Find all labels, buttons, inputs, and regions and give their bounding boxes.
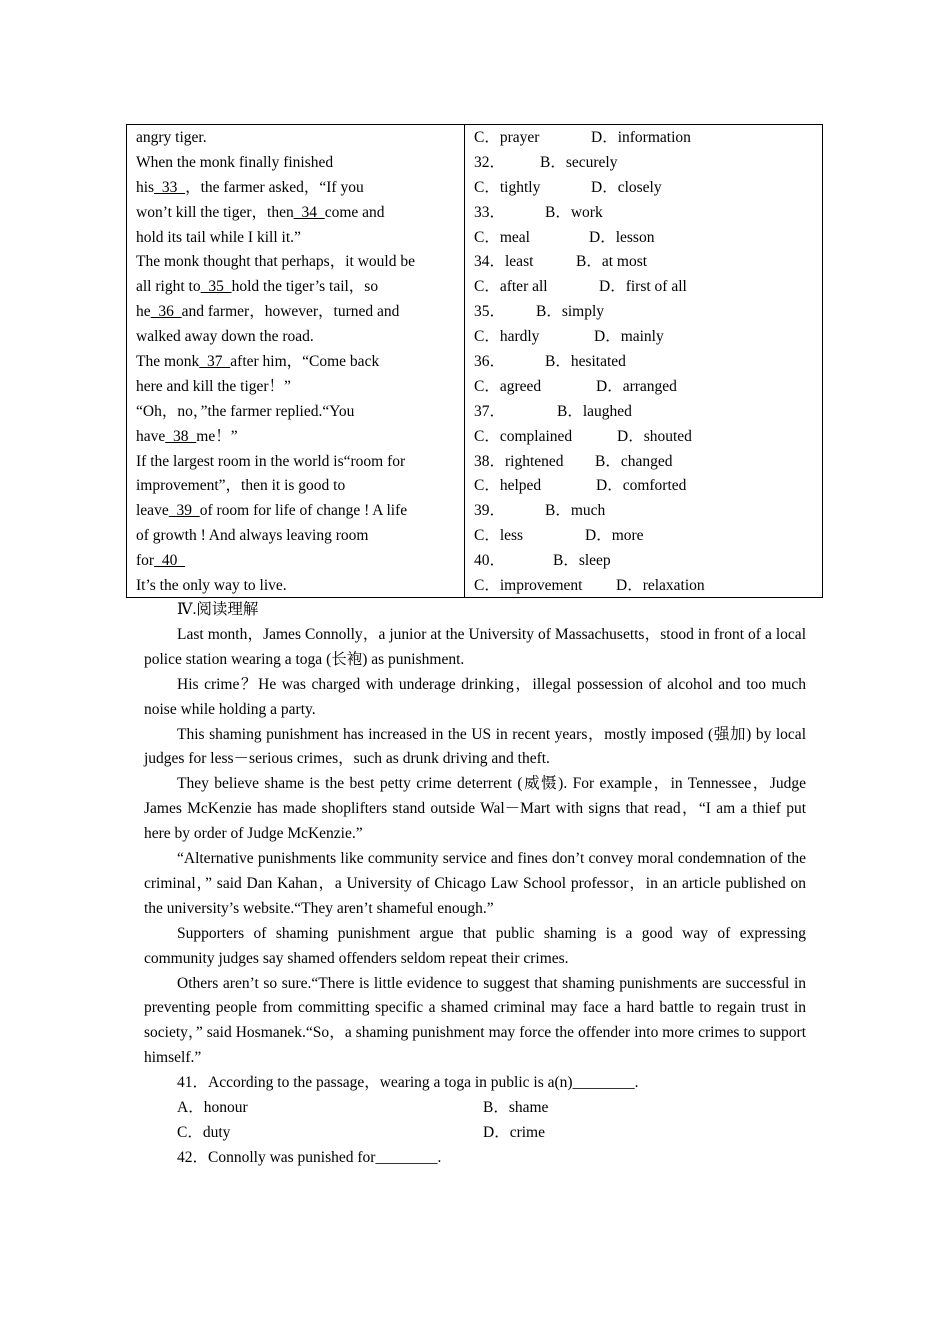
cloze-line: angry tiger. — [136, 129, 207, 146]
blank-35: 35 — [200, 278, 232, 296]
option-line: C．less D．more — [474, 527, 644, 545]
option-a: A．honour — [177, 1099, 248, 1117]
cloze-line: won’t kill the tiger，then 34 come and — [136, 203, 385, 221]
option-line: 32． B．securely — [474, 153, 618, 171]
paragraph: Others aren’t so sure.“There is little evidence to suggest that shaming punishments are successful in preventing people from committing specific a shamed criminal may face a hard battle to regain trust in society，” said Hosmanek.“So，a shaming punishment may force the offender into more crimes to support himself.” — [144, 974, 806, 1067]
option-line: 35． B．simply — [474, 303, 605, 321]
option-line: C．meal D．lesson — [474, 228, 655, 246]
cloze-line: leave 39 of room for life of change ! A life — [136, 502, 408, 520]
option-line: C．agreed D．arranged — [474, 377, 677, 395]
blank-34: 34 — [293, 203, 325, 221]
cloze-line: The monk thought that perhaps，it would be — [136, 253, 415, 271]
option-c: C．duty — [177, 1123, 231, 1141]
option-line: 33． B．work — [474, 203, 603, 221]
cloze-line: have 38 me！” — [136, 427, 238, 445]
cloze-line: all right to 35 hold the tiger’s tail，so — [136, 278, 379, 296]
cloze-passage-column — [127, 125, 465, 597]
option-line: C．prayer D．information — [474, 129, 691, 146]
blank-33: 33 — [154, 178, 186, 196]
cloze-line: It’s the only way to live. — [136, 577, 287, 595]
cloze-options-column — [465, 125, 822, 597]
option-line: C．hardly D．mainly — [474, 328, 664, 346]
paragraph: Last month，James Connolly，a junior at the University of Massachusetts，stood in front of a local police station wearing a toga (长袍) as punishment. — [144, 625, 806, 668]
cloze-line: here and kill the tiger！” — [136, 377, 291, 395]
question-options — [144, 1096, 806, 1121]
cloze-line: of growth ! And always leaving room — [136, 527, 369, 545]
blank-36: 36 — [150, 303, 182, 321]
blank-40: 40 — [154, 552, 186, 570]
paragraph: This shaming punishment has increased in the US in recent years，mostly imposed (强加) by local judges for less－serious crimes，such as drunk driving and theft. — [144, 725, 806, 768]
question-stem: 42．Connolly was punished for________. — [177, 1148, 442, 1166]
cloze-line: he 36 and farmer，however，turned and — [136, 303, 400, 321]
paragraph: His crime？He was charged with underage drinking，illegal possession of alcohol and too much noise while holding a party. — [144, 675, 806, 718]
cloze-line: his 33 ，the farmer asked，“If you — [136, 178, 364, 196]
option-line: 36． B．hesitated — [474, 353, 626, 371]
option-line: C．after all D．first of all — [474, 278, 687, 296]
cloze-line: for 40 — [136, 552, 186, 570]
option-line: C．helped D．comforted — [474, 477, 687, 495]
option-line: C．complained D．shouted — [474, 427, 692, 445]
cloze-line: When the monk finally finished — [136, 153, 334, 171]
option-line: 38．rightened B．changed — [474, 452, 673, 470]
cloze-line: walked away down the road. — [136, 328, 314, 346]
option-line: C．improvement D．relaxation — [474, 577, 705, 595]
paragraph: They believe shame is the best petty crime deterrent (威慑). For example，in Tennessee，Judge James McKenzie has made shoplifters stand outside Wal－Mart with signs that read，“I am a thief put here by order of Judge McKenzie.” — [144, 775, 806, 843]
paragraph: “Alternative punishments like community service and fines don’t convey moral condemnation of the criminal，” said Dan Kahan，a University of Chicago Law School professor，in an article published on the university’s website.“They aren’t shameful enough.” — [144, 850, 806, 917]
cloze-line: hold its tail while I kill it.” — [136, 228, 301, 246]
cloze-line: “Oh，no，”the farmer replied.“You — [136, 402, 355, 420]
blank-37: 37 — [199, 353, 231, 371]
cloze-table — [126, 124, 823, 598]
cloze-line: The monk 37 after him，“Come back — [136, 353, 380, 371]
option-line: 34．least B．at most — [474, 253, 648, 271]
option-line: 40． B．sleep — [474, 552, 611, 570]
option-d: D．crime — [483, 1123, 545, 1141]
question-options — [144, 1121, 806, 1146]
option-line: 39． B．much — [474, 502, 606, 520]
section-title: Ⅳ.阅读理解 — [177, 601, 259, 618]
cloze-line: improvement”，then it is good to — [136, 477, 346, 495]
paragraph: Supporters of shaming punishment argue that public shaming is a good way of expressing community judges say shamed offenders seldom repeat their crimes. — [144, 924, 806, 967]
option-line: C．tightly D．closely — [474, 178, 662, 196]
cloze-line: If the largest room in the world is“room for — [136, 452, 406, 470]
blank-39: 39 — [168, 502, 200, 520]
reading-section — [144, 598, 806, 1171]
question-stem: 41．According to the passage，wearing a toga in public is a(n)________. — [177, 1074, 639, 1092]
option-b: B．shame — [483, 1099, 549, 1117]
blank-38: 38 — [165, 427, 197, 445]
option-line: 37． B．laughed — [474, 402, 632, 420]
